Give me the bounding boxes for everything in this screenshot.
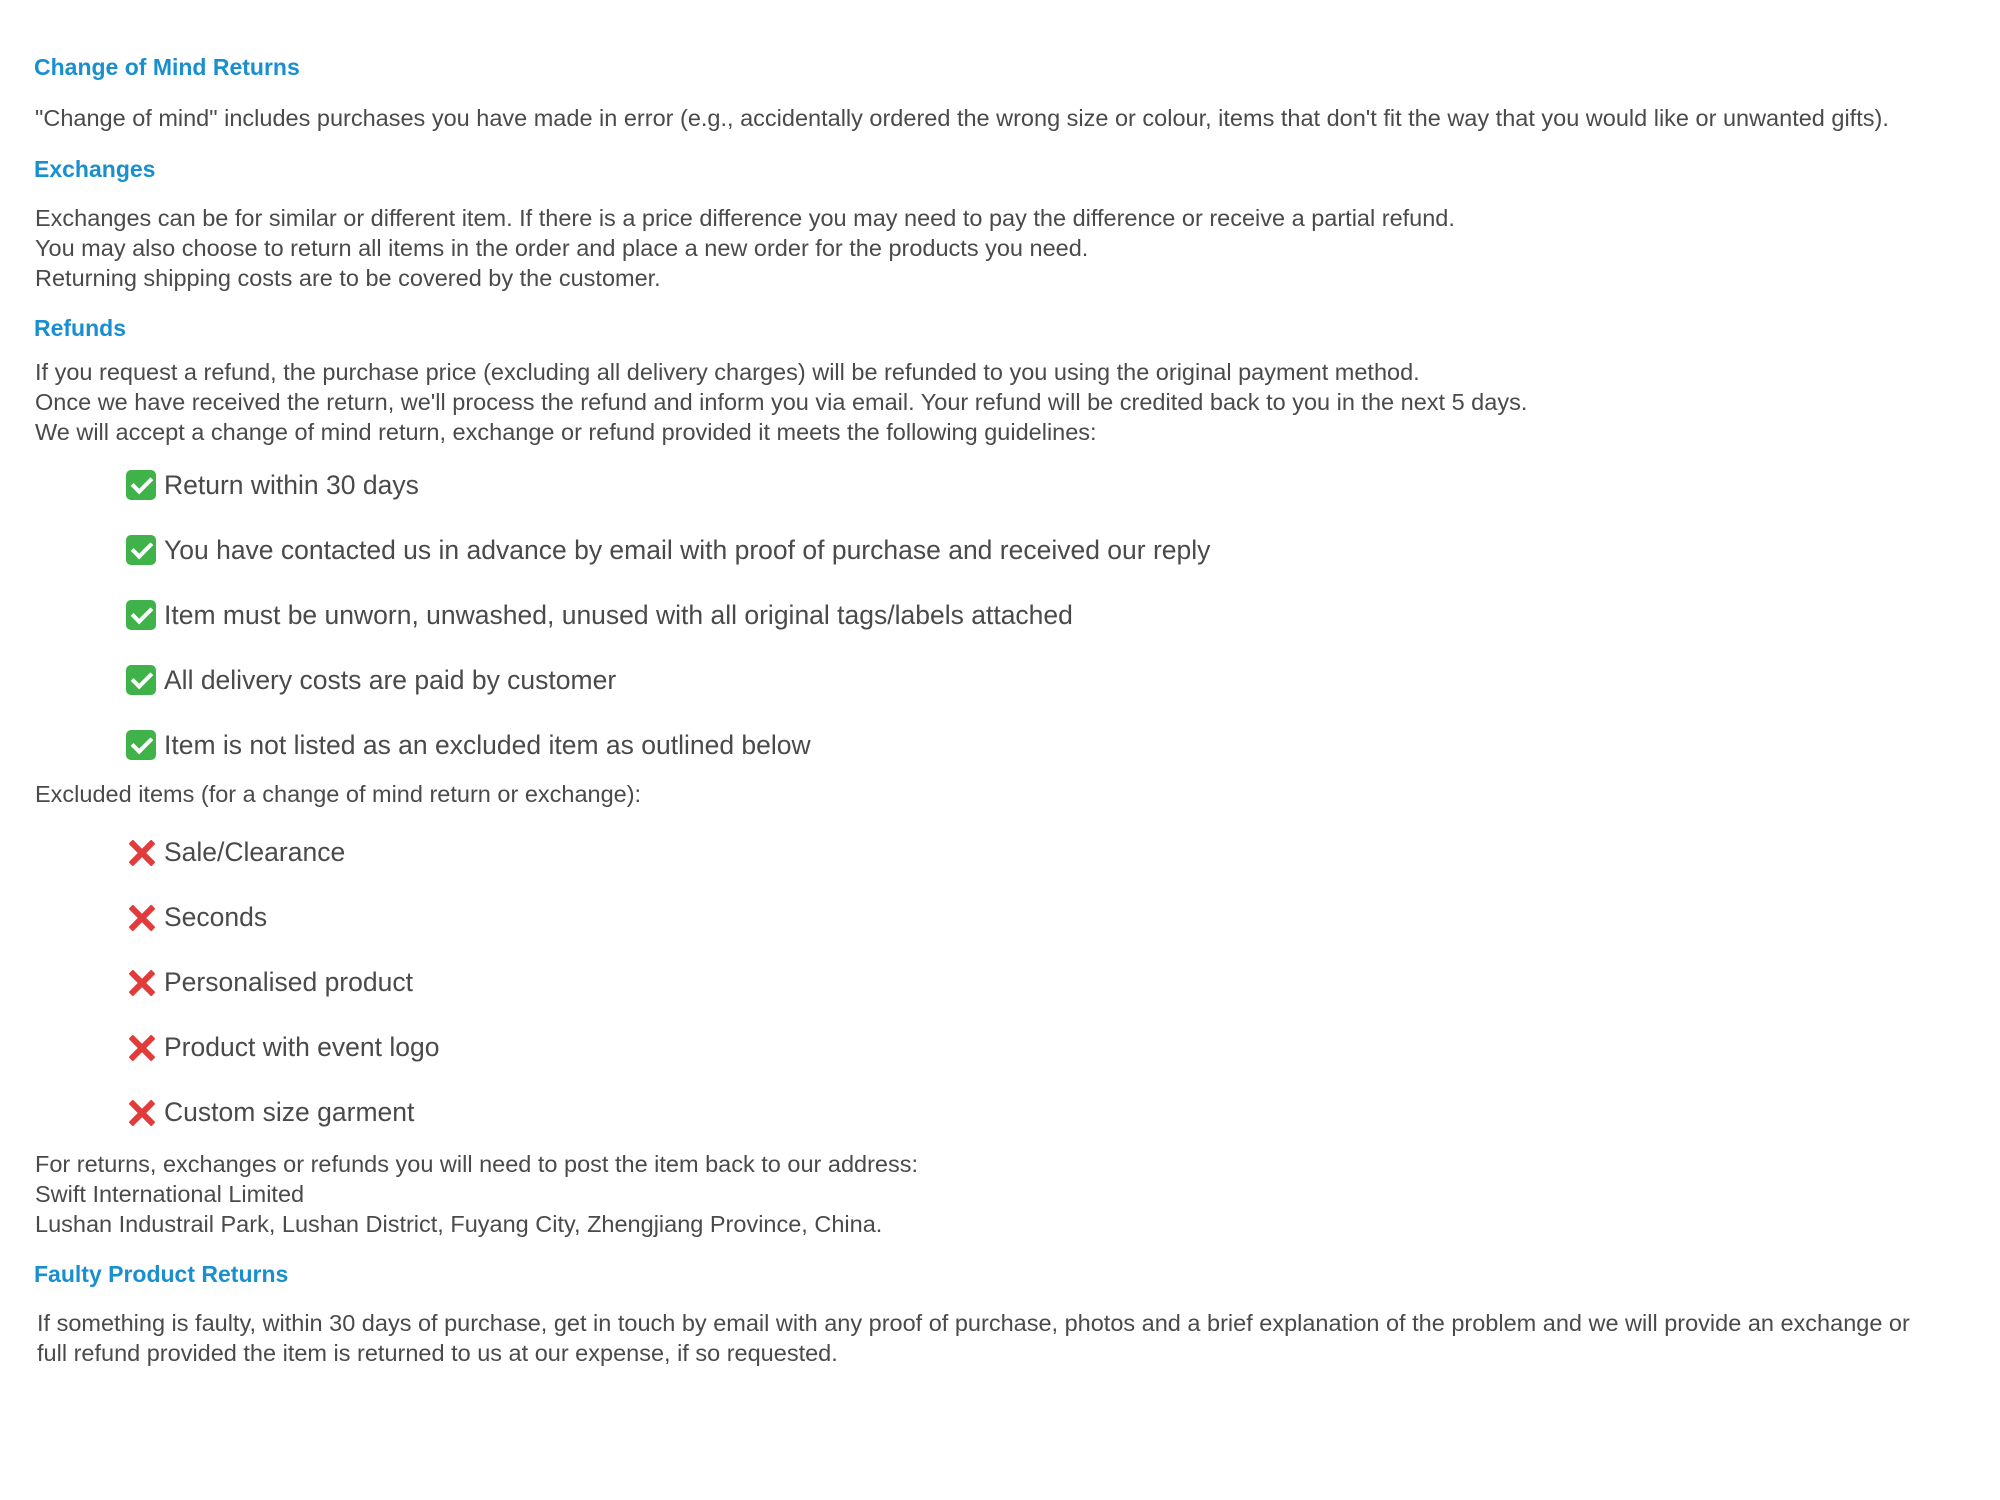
- exchanges-line: You may also choose to return all items in the order and place a new order for the products you need.: [35, 235, 1089, 261]
- guideline-text: You have contacted us in advance by email with proof of purchase and received our reply: [164, 534, 1211, 565]
- guideline-item: [126, 532, 1210, 568]
- excluded-intro-text: Excluded items (for a change of mind return or exchange):: [35, 781, 642, 807]
- check-mark-icon: [126, 535, 156, 565]
- refunds-line: If you request a refund, the purchase price (excluding all delivery charges) will be refunded to you using the original payment method.: [35, 359, 1420, 385]
- exchanges-line: Returning shipping costs are to be covered by the customer.: [35, 265, 661, 291]
- check-mark-icon: [126, 665, 156, 695]
- guideline-text: Item must be unworn, unwashed, unused with all original tags/labels attached: [164, 599, 1073, 630]
- change-of-mind-heading: Change of Mind Returns: [34, 54, 300, 80]
- cross-mark-icon: [126, 1097, 156, 1127]
- guideline-item: [126, 662, 616, 698]
- excluded-intro: [35, 779, 641, 809]
- refunds-text: [35, 357, 1527, 447]
- check-mark-icon: [126, 470, 156, 500]
- excluded-text: Sale/Clearance: [164, 836, 346, 867]
- refunds-heading: Refunds: [34, 315, 126, 341]
- refunds-line: We will accept a change of mind return, exchange or refund provided it meets the following guidelines:: [35, 419, 1097, 445]
- change-of-mind-intro-text: "Change of mind" includes purchases you have made in error (e.g., accidentally ordered the wrong size or colour, items that don't fit the way that you would like or unwanted gifts).: [35, 105, 1889, 131]
- guideline-text: Return within 30 days: [164, 469, 419, 500]
- excluded-item: [126, 899, 267, 935]
- guideline-item: [126, 467, 419, 503]
- guideline-text: Item is not listed as an excluded item as outlined below: [164, 729, 811, 760]
- excluded-text: Personalised product: [164, 966, 413, 997]
- cross-mark-icon: [126, 902, 156, 932]
- faulty-returns-heading: Faulty Product Returns: [34, 1261, 289, 1287]
- excluded-text: Product with event logo: [164, 1031, 440, 1062]
- exchanges-line: Exchanges can be for similar or different item. If there is a price difference you may need to pay the difference or receive a partial refund.: [35, 205, 1455, 231]
- check-mark-icon: [126, 730, 156, 760]
- address-line: For returns, exchanges or refunds you will need to post the item back to our address:: [35, 1151, 919, 1177]
- excluded-item: [126, 1029, 439, 1065]
- address-line: Lushan Industrail Park, Lushan District, Fuyang City, Zhengjiang Province, China.: [35, 1211, 883, 1237]
- excluded-item: [126, 834, 345, 870]
- guideline-item: [126, 597, 1073, 633]
- cross-mark-icon: [126, 967, 156, 997]
- excluded-item: [126, 964, 413, 1000]
- cross-mark-icon: [126, 1032, 156, 1062]
- excluded-text: Custom size garment: [164, 1096, 415, 1127]
- excluded-item: [126, 1094, 414, 1130]
- exchanges-text: [35, 203, 1455, 293]
- guideline-item: [126, 727, 811, 763]
- exchanges-heading: Exchanges: [34, 156, 156, 182]
- excluded-text: Seconds: [164, 901, 268, 932]
- faulty-returns-body: If something is faulty, within 30 days of purchase, get in touch by email with any proof of purchase, photos and a brief explanation of the problem and we will provide an exchange or full refund provided the item is returned to us at our expense, if so requested.: [37, 1310, 1910, 1366]
- address-line: Swift International Limited: [35, 1181, 305, 1207]
- change-of-mind-intro: [35, 103, 1889, 133]
- guideline-text: All delivery costs are paid by customer: [164, 664, 617, 695]
- check-mark-icon: [126, 600, 156, 630]
- faulty-returns-text: [37, 1308, 1937, 1368]
- refunds-line: Once we have received the return, we'll process the refund and inform you via email. Your refund will be credited back to you in the next 5 days.: [35, 389, 1528, 415]
- cross-mark-icon: [126, 837, 156, 867]
- return-address: [35, 1149, 918, 1239]
